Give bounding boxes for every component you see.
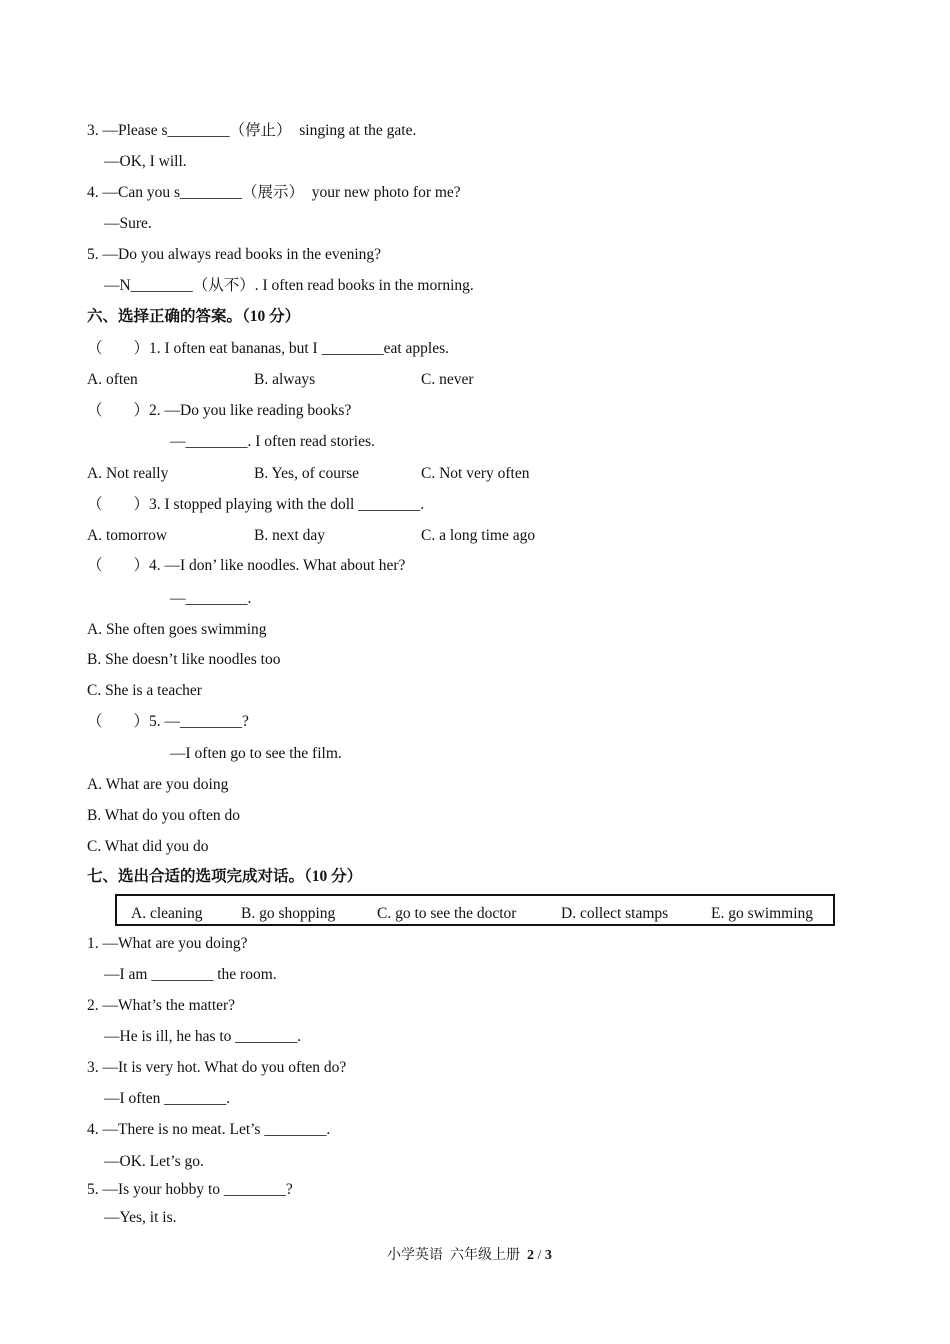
section6-title: 六、选择正确的答案。（10 分） [87,308,301,325]
s6-q5-option-c: C. What did you do [87,838,209,855]
page-separator: / [534,1248,545,1263]
s6-q2-option-b: B. Yes, of course [254,465,360,482]
s6-q2-reply: —________. I often read stories. [170,433,375,450]
s6-q4-stem: （ ）4. —I don’ like noodles. What about her? [87,557,406,574]
section7-title: 七、选出合适的选项完成对话。（10 分） [87,868,363,885]
s6-q1-option-c: C. never [421,371,474,388]
s5-q4-line1: 4. —Can you s________（展示） your new photo for me? [87,184,461,201]
s5-q5-line2: —N________（从不）. I often read books in the morning. [104,277,474,294]
page-total: 3 [544,1248,552,1263]
s7-q2-line2: —He is ill, he has to ________. [104,1028,302,1045]
s6-q1-option-b: B. always [254,371,316,388]
s6-q2-option-a: A. Not really [87,465,169,482]
s6-q5-stem: （ ）5. —________? [87,713,249,730]
s6-q4-option-b: B. She doesn’t like noodles too [87,651,281,668]
option-e: E. go swimming [711,905,814,922]
option-a: A. cleaning [131,905,203,922]
s5-q3-line2: —OK, I will. [104,153,187,170]
option-c: C. go to see the doctor [377,905,517,922]
s6-q1-option-a: A. often [87,371,138,388]
page-footer [387,1246,552,1266]
s6-q2-option-c: C. Not very often [421,465,530,482]
s7-q5-line2: —Yes, it is. [104,1209,177,1226]
s7-q3-line2: —I often ________. [104,1090,231,1107]
s5-q4-line2: —Sure. [104,215,152,232]
s7-q4-line2: —OK. Let’s go. [104,1153,204,1170]
s7-q1-line1: 1. —What are you doing? [87,935,248,952]
s7-q2-line1: 2. —What’s the matter? [87,997,236,1014]
s7-q5-line1: 5. —Is your hobby to ________? [87,1181,293,1198]
s6-q4-option-c: C. She is a teacher [87,682,202,699]
s6-q3-option-a: A. tomorrow [87,527,168,544]
option-b: B. go shopping [241,905,336,922]
s5-q3-line1: 3. —Please s________（停止） singing at the gate. [87,122,417,139]
s6-q1-stem: （ ）1. I often eat bananas, but I ________eat apples. [87,340,450,357]
page-number: 2 [527,1248,534,1263]
s5-q5-line1: 5. —Do you always read books in the evening? [87,246,382,263]
s6-q4-option-a: A. She often goes swimming [87,621,267,638]
s6-q5-reply: —I often go to see the film. [170,745,342,762]
s6-q3-option-c: C. a long time ago [421,527,536,544]
s6-q3-stem: （ ）3. I stopped playing with the doll ________. [87,496,425,513]
option-d: D. collect stamps [561,905,669,922]
s7-q4-line1: 4. —There is no meat. Let’s ________. [87,1121,331,1138]
s7-q1-line2: —I am ________ the room. [104,966,277,983]
s6-q5-option-b: B. What do you often do [87,807,240,824]
s6-q5-option-a: A. What are you doing [87,776,229,793]
s6-q2-stem: （ ）2. —Do you like reading books? [87,402,352,419]
s6-q3-option-b: B. next day [254,527,326,544]
footer-text: 小学英语 六年级上册 [387,1248,527,1263]
s7-q3-line1: 3. —It is very hot. What do you often do? [87,1059,347,1076]
s6-q4-reply: —________. [170,590,252,607]
